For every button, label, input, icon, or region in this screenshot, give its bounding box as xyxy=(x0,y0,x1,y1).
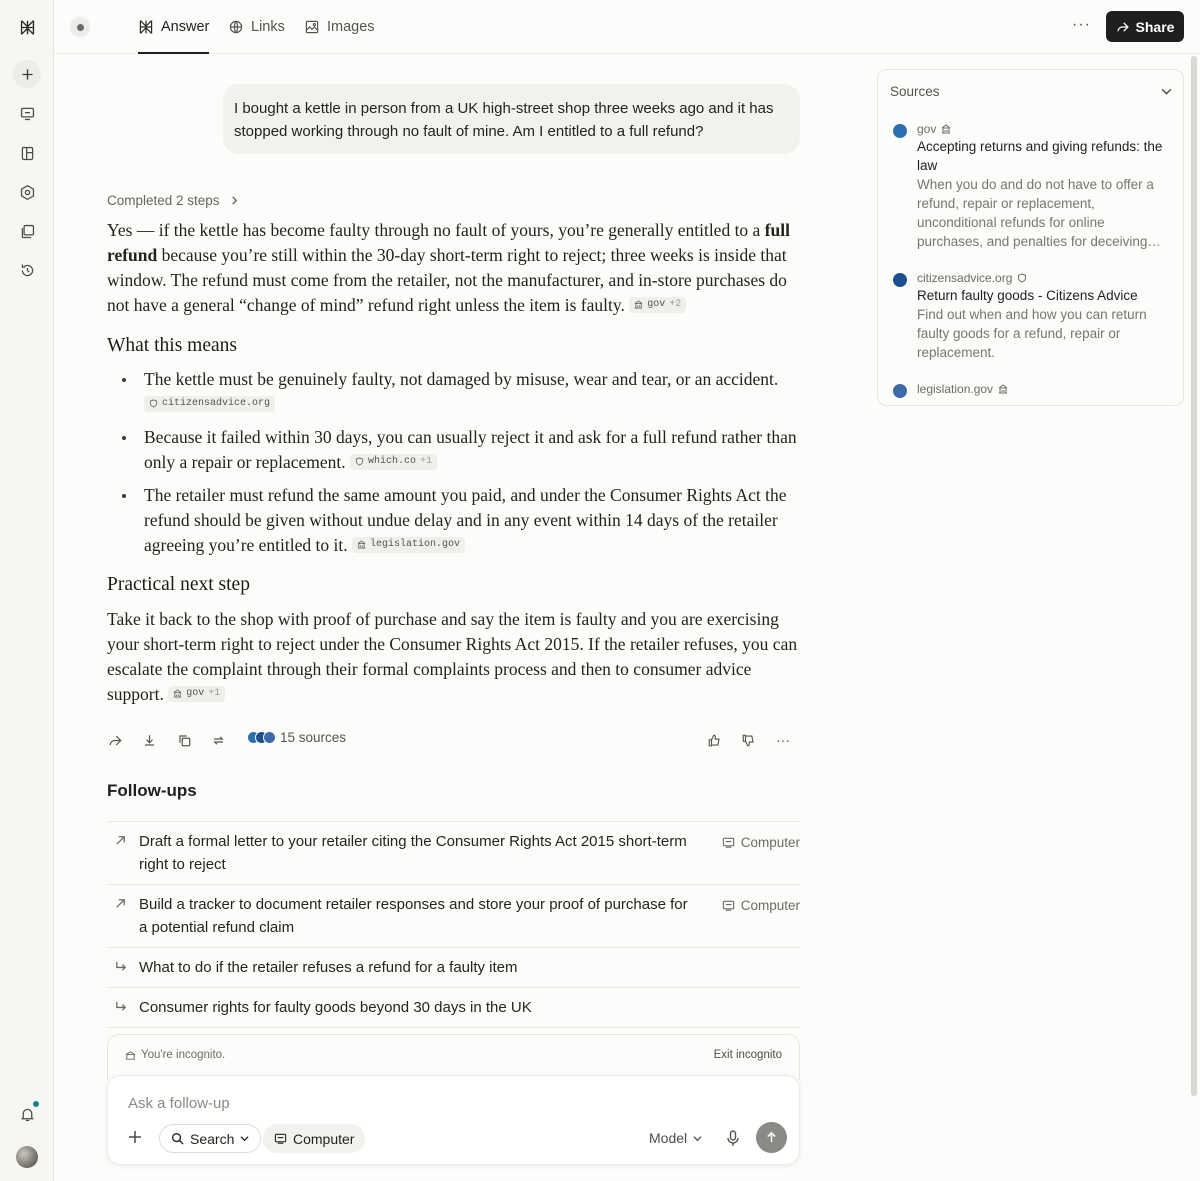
computer-icon xyxy=(722,899,735,912)
citation-extra: +1 xyxy=(208,687,221,699)
incognito-banner xyxy=(107,1034,800,1080)
list-item xyxy=(107,425,802,475)
citation-source: gov xyxy=(186,687,205,699)
followup-item[interactable] xyxy=(107,884,800,947)
microphone-icon[interactable] xyxy=(726,1129,740,1147)
tab-answer[interactable] xyxy=(138,0,209,54)
building-icon xyxy=(173,689,182,698)
answer-actions xyxy=(107,728,800,752)
tab-links-label: Links xyxy=(251,19,285,35)
top-bar xyxy=(54,0,1200,54)
answer-next-step xyxy=(107,607,802,707)
bullet-text: The retailer must refund the same amount you paid, and under the Consumer Rights Act the refund should be given without undue delay and in any event within 14 days of the retailer agreeing you’re entitled to it. xyxy=(144,485,787,555)
submit-button[interactable] xyxy=(756,1122,787,1153)
followup-tag xyxy=(722,831,800,854)
chevron-down-icon xyxy=(240,1134,249,1143)
next-step-text: Take it back to the shop with proof of purchase and say the item is faulty and you are exercising your short-term right to reject under the Consumer Rights Act 2015. If the retailer refuses, you can escalate the complaint through their formal complaints process and then to consumer advice support. xyxy=(107,609,798,704)
incognito-icon xyxy=(125,1050,136,1061)
tab-images-label: Images xyxy=(327,19,375,35)
followup-text: Build a tracker to document retailer responses and store your proof of purchase for a potential refund claim xyxy=(139,896,688,936)
notification-dot xyxy=(33,1101,39,1107)
user-question: I bought a kettle in person from a UK high-street shop three weeks ago and it has stopped working through no fault of mine. Am I entitled to a full refund? xyxy=(223,84,800,154)
logo-icon[interactable] xyxy=(13,13,41,41)
thumbs-up-button[interactable] xyxy=(704,730,724,750)
building-icon xyxy=(357,540,366,549)
arrow-return-icon xyxy=(114,957,127,980)
source-domain xyxy=(917,271,1169,285)
tab-images[interactable] xyxy=(304,0,375,54)
computer-icon[interactable] xyxy=(13,99,41,127)
building-icon xyxy=(941,124,951,134)
sources-count: 15 sources xyxy=(280,730,347,745)
source-domain-text: legislation.gov xyxy=(917,382,994,396)
citizensadvice-favicon-icon xyxy=(893,273,907,287)
arrow-up-icon xyxy=(765,1131,778,1144)
citation-chip[interactable] xyxy=(350,454,437,470)
scrollbar[interactable] xyxy=(1191,56,1197,1096)
citation-source: legislation.gov xyxy=(369,538,460,550)
computer-icon xyxy=(274,1132,287,1145)
source-domain-text: gov xyxy=(917,122,937,136)
share-icon xyxy=(1116,20,1130,34)
followup-item[interactable] xyxy=(107,987,800,1028)
notifications-icon[interactable] xyxy=(13,1100,41,1128)
followup-text: What to do if the retailer refuses a refund for a faulty item xyxy=(139,959,518,976)
model-label: Model xyxy=(649,1130,688,1146)
model-selector[interactable] xyxy=(649,1130,702,1146)
followup-item[interactable] xyxy=(107,821,800,884)
answer-bullets xyxy=(107,367,802,558)
citation-source: gov xyxy=(647,298,666,310)
steps-toggle[interactable] xyxy=(107,193,239,208)
shield-icon xyxy=(149,399,158,408)
source-item[interactable] xyxy=(917,382,1169,396)
citation-chip[interactable] xyxy=(144,396,275,412)
arrow-return-icon xyxy=(114,997,127,1020)
arrow-up-right-icon xyxy=(114,894,127,917)
citation-extra: +2 xyxy=(669,298,682,310)
tab-links[interactable] xyxy=(228,0,285,54)
followup-tag-label: Computer xyxy=(740,835,800,850)
library-icon[interactable] xyxy=(13,217,41,245)
shield-icon xyxy=(355,457,364,466)
followup-tag-label: Computer xyxy=(740,898,800,913)
heading-what-this-means: What this means xyxy=(107,335,237,356)
citation-chip[interactable] xyxy=(352,537,465,553)
answer-logo-icon xyxy=(138,19,154,35)
computer-mode-button[interactable] xyxy=(263,1124,365,1153)
share-answer-button[interactable] xyxy=(105,730,125,750)
sidebar xyxy=(0,0,54,1181)
followup-item[interactable] xyxy=(107,947,800,987)
citation-chip[interactable] xyxy=(168,686,225,702)
sources-panel-title: Sources xyxy=(890,84,940,99)
followups-list xyxy=(107,821,800,1028)
chevron-right-icon xyxy=(230,196,239,205)
share-arrow-icon xyxy=(108,733,123,748)
chevron-down-icon xyxy=(693,1134,702,1143)
source-favicons xyxy=(247,731,276,744)
tab-answer-label: Answer xyxy=(161,19,210,35)
bullet-text: Because it failed within 30 days, you can usually reject it and ask for a full refund rather than only a repair or replacement. xyxy=(144,427,797,472)
answer-body xyxy=(107,218,802,707)
sources-button[interactable] xyxy=(247,730,346,745)
computer-mode-label: Computer xyxy=(293,1130,355,1147)
followup-tag xyxy=(722,894,800,917)
steps-label: Completed 2 steps xyxy=(107,193,220,208)
source-domain-text: citizensadvice.org xyxy=(917,271,1013,285)
answer-intro xyxy=(107,218,802,318)
copy-button[interactable] xyxy=(174,730,194,750)
thumbs-up-icon xyxy=(707,733,722,748)
spaces-icon[interactable] xyxy=(13,139,41,167)
sources-panel xyxy=(877,69,1184,406)
followup-text: Consumer rights for faulty goods beyond 30 days in the UK xyxy=(139,999,532,1016)
source-description: When you do and do not have to offer a refund, repair or replacement, unconditional refunds for online purchases, and penalties for deceiving… xyxy=(917,177,1161,249)
answer-intro-text-2: because you’re still within the 30-day short-term right to reject; three weeks is inside that window. The refund must come from the retailer, not the manufacturer, and in-store purchases do not have a general “change of mind” refund right unless the item is faulty. xyxy=(107,245,787,315)
source-title: Return faulty goods - Citizens Advice xyxy=(917,288,1138,303)
source-title: Accepting returns and giving refunds: the law xyxy=(917,139,1163,173)
legislation-favicon-icon xyxy=(893,384,907,398)
copy-icon xyxy=(177,733,192,748)
bullet-text: The kettle must be genuinely faulty, not damaged by misuse, wear and tear, or an accident. xyxy=(144,369,779,389)
more-options-icon[interactable]: ··· xyxy=(1072,16,1091,33)
discover-icon[interactable] xyxy=(13,178,41,206)
answer-intro-text: Yes — if the kettle has become faulty through no fault of yours, you’re generally entitled to a xyxy=(107,220,765,240)
citation-source: citizensadvice.org xyxy=(162,397,271,409)
source-description: Find out when and how you can return faulty goods for a refund, repair or replacement. xyxy=(917,307,1147,360)
incognito-status-text: You're incognito. xyxy=(141,1049,226,1061)
citation-source: which.co xyxy=(368,455,417,467)
image-icon xyxy=(304,19,320,35)
shield-icon xyxy=(1017,273,1027,283)
building-icon xyxy=(998,384,1008,394)
heading-practical-next-step: Practical next step xyxy=(107,574,250,595)
building-icon xyxy=(634,300,643,309)
list-item xyxy=(107,483,802,558)
followups-title: Follow-ups xyxy=(107,781,197,800)
source-item[interactable] xyxy=(917,271,1169,362)
globe-icon xyxy=(228,19,244,35)
avatar[interactable] xyxy=(16,1146,38,1168)
incognito-status xyxy=(125,1049,225,1061)
more-actions-icon[interactable]: ··· xyxy=(776,732,790,748)
source-domain xyxy=(917,122,1169,136)
list-item xyxy=(107,367,802,417)
download-button[interactable] xyxy=(139,730,159,750)
history-icon[interactable] xyxy=(13,256,41,284)
arrow-up-right-icon xyxy=(114,831,127,854)
exit-incognito-button[interactable]: Exit incognito xyxy=(713,1049,782,1061)
chevron-down-icon[interactable] xyxy=(1160,85,1173,98)
followup-text: Draft a formal letter to your retailer citing the Consumer Rights Act 2015 short-term right to reject xyxy=(139,833,687,873)
search-mode-label: Search xyxy=(190,1130,235,1147)
thumbs-down-button[interactable] xyxy=(738,730,758,750)
rewrite-button[interactable] xyxy=(208,730,228,750)
share-label: Share xyxy=(1135,18,1175,35)
citation-chip[interactable] xyxy=(629,297,686,313)
answer-intro-bold: full refund xyxy=(107,220,790,265)
composer xyxy=(107,1075,800,1165)
download-icon xyxy=(142,733,157,748)
repeat-icon xyxy=(211,733,226,748)
search-icon xyxy=(171,1132,184,1145)
profile-icon[interactable] xyxy=(70,17,90,37)
new-thread-button[interactable] xyxy=(13,60,41,88)
source-domain xyxy=(917,382,1169,396)
source-item[interactable] xyxy=(917,122,1169,251)
gov-favicon-icon xyxy=(893,124,907,138)
computer-icon xyxy=(722,836,735,849)
share-button[interactable] xyxy=(1106,11,1184,42)
search-mode-button[interactable] xyxy=(159,1124,261,1153)
attach-plus-icon[interactable] xyxy=(128,1128,142,1148)
followup-input[interactable]: Ask a follow-up xyxy=(128,1095,230,1112)
thumbs-down-icon xyxy=(741,733,756,748)
citation-extra: +1 xyxy=(420,455,433,467)
